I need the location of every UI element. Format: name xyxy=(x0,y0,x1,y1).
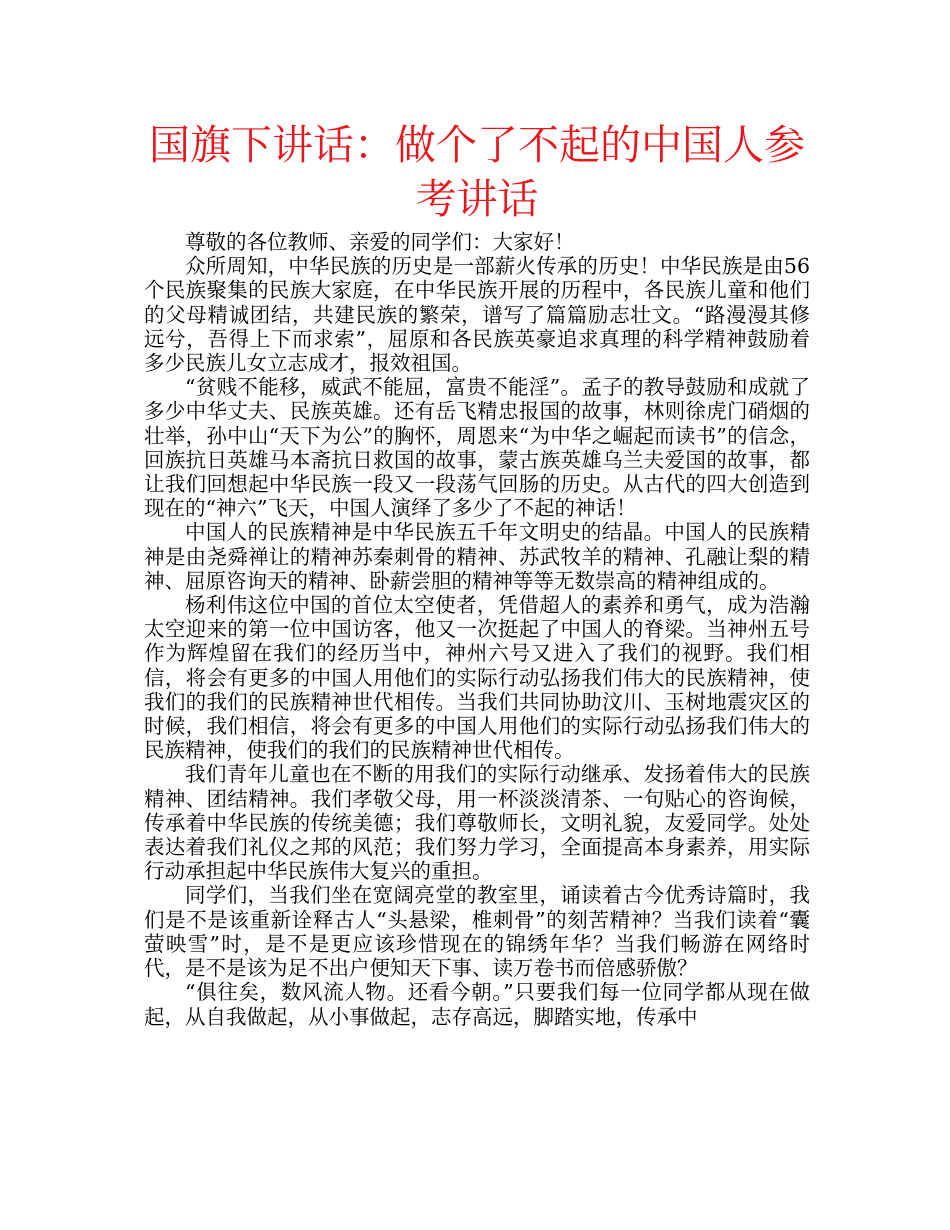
body-paragraph: 杨利伟这位中国的首位太空使者，凭借超人的素养和勇气，成为浩瀚太空迎来的第一位中国访客，他又一次挺起了中国人的脊梁。当神州五号作为辉煌留在我们的经历当中，神州六号又进入了我们的视野。我们相信，将会有更多的中国人用他们的实际行动弘扬我们伟大的民族精神，使我们的我们的民族精神世代相传。当我们共同协助汶川、玉树地震灾区的时候，我们相信，将会有更多的中国人用他们的实际行动弘扬我们伟大的民族精神，使我们的我们的民族精神世代相传。 xyxy=(144,593,810,763)
body-paragraph: 我们青年儿童也在不断的用我们的实际行动继承、发扬着伟大的民族精神、团结精神。我们孝敬父母，用一杯淡淡清茶、一句贴心的咨询候，传承着中华民族的传统美德；我们尊敬师长，文明礼貌，友爱同学。处处表达着我们礼仪之邦的风范；我们努力学习，全面提高本身素养，用实际行动承担起中华民族伟大复兴的重担。 xyxy=(144,762,810,884)
greeting-paragraph: 尊敬的各位教师、亲爱的同学们：大家好！ xyxy=(185,230,575,254)
body-paragraph: 中国人的民族精神是中华民族五千年文明史的结晶。中国人的民族精神是由尧舜禅让的精神苏秦刺骨的精神、苏武牧羊的精神、孔融让梨的精神、屈原咨询天的精神、卧薪尝胆的精神等等无数崇高的精神组成的。 xyxy=(144,520,810,593)
body-paragraph: “俱往矣，数风流人物。还看今朝。”只要我们每一位同学都从现在做起，从自我做起，从小事做起，志存高远，脚踏实地，传承中 xyxy=(144,980,810,1029)
body-paragraph: 众所周知，中华民族的历史是一部薪火传承的历史！中华民族是由56个民族聚集的民族大家庭，在中华民族开展的历程中，各民族儿童和他们的父母精诚团结，共建民族的繁荣，谱写了篇篇励志壮文。“路漫漫其修远兮，吾得上下而求索”，屈原和各民族英豪追求真理的科学精神鼓励着多少民族儿女立志成才，报效祖国。 xyxy=(144,254,810,376)
document-title: 国旗下讲话：做个了不起的中国人参考讲话 xyxy=(149,121,805,223)
document-page xyxy=(144,118,810,1029)
body-paragraph: “贫贱不能移，威武不能屈，富贵不能淫”。孟子的教导鼓励和成就了多少中华丈夫、民族英雄。还有岳飞精忠报国的故事，林则徐虎门硝烟的壮举，孙中山“天下为公”的胸怀，周恩来“为中华之崛起而读书”的信念，回族抗日英雄马本斋抗日救国的故事，蒙古族英雄乌兰夫爱国的故事，都让我们回想起中华民族一段又一段荡气回肠的历史。从古代的四大创造到现在的“神六”飞天，中国人演绎了多少了不起的神话！ xyxy=(144,375,810,521)
document-body xyxy=(144,230,810,1029)
body-paragraph: 同学们，当我们坐在宽阔亮堂的教室里，诵读着古今优秀诗篇时，我们是不是该重新诠释古人“头悬梁，椎刺骨”的刻苦精神？当我们读着“囊萤映雪”时，是不是更应该珍惜现在的锦绣年华？当我们畅游在网络时代，是不是该为足不出户便知天下事、读万卷书而倍感骄傲？ xyxy=(144,883,810,981)
